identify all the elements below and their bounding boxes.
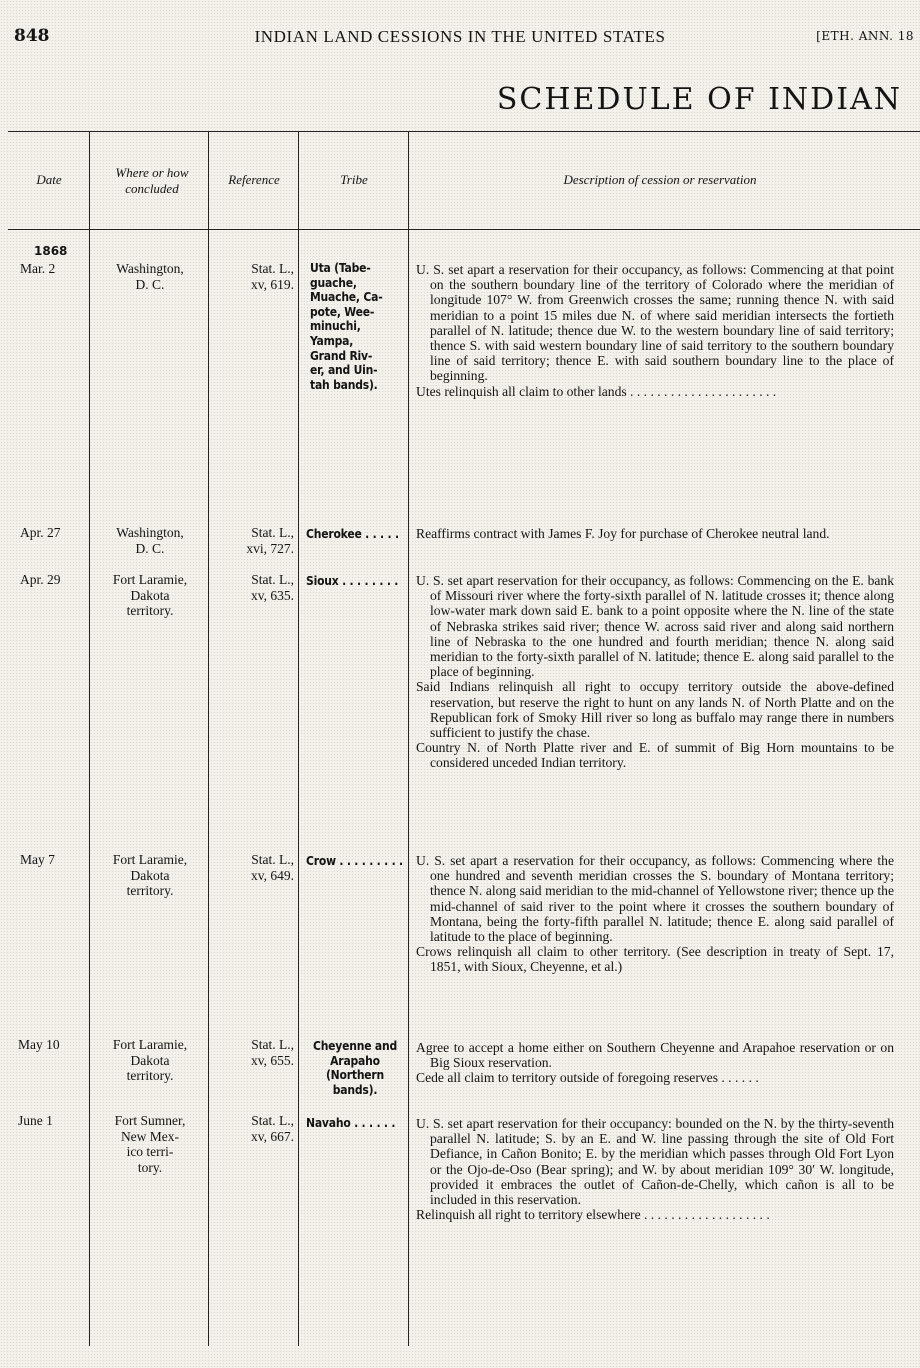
column-header-where: Where or how concluded (115, 165, 189, 196)
entry-reference: Stat. L., xv, 649. (251, 852, 294, 883)
entry-tribe: Sioux . . . . . . . . (306, 574, 399, 588)
column-header-tribe: Tribe (340, 172, 368, 187)
description-paragraph: Reaffirms contract with James F. Joy for purchase of Cherokee neutral land. (416, 526, 830, 541)
entry-tribe: Cheyenne and Arapaho (Northern bands). (312, 1039, 398, 1097)
entry-date: Apr. 27 (20, 525, 61, 540)
table-top-rule (8, 131, 920, 132)
entry-reference: Stat. L., xvi, 727. (246, 525, 294, 556)
entry-description (416, 526, 894, 541)
description-paragraph: Crows relinquish all claim to other territory. (See description in treaty of Sept. 17, 1851, with Sioux, Cheyenne, et al.) (416, 944, 894, 975)
entry-date: June 1 (18, 1113, 53, 1128)
column-header-reference: Reference (228, 172, 280, 187)
entry-tribe: Navaho . . . . . . (306, 1116, 396, 1130)
entry-year: 1868 (34, 244, 68, 258)
entry-date: May 10 (18, 1037, 60, 1052)
description-paragraph: U. S. set apart reservation for their occupancy, as follows: Commencing on the E. bank of Missouri river where the forty-sixth parallel of N. latitude crosses it; thence along low-water mark down said E. bank to a point opposite where the N. line of the state of Nebraska strikes said river; thence W. across said river and along said northern line of Nebraska to the one hundred and fourth meridian; thence N. along said meridian to the forty-sixth parallel of N. latitude; thence E. along said parallel to the place of beginning. (416, 573, 894, 680)
running-header (0, 24, 920, 52)
entry-where: Fort Sumner, New Mex- ico terri- tory. (114, 1113, 186, 1175)
entry-where: Fort Laramie, Dakota territory. (112, 572, 188, 618)
entry-reference: Stat. L., xv, 667. (251, 1113, 294, 1144)
column-rule-2 (208, 131, 209, 1346)
entry-description (416, 1040, 894, 1086)
description-paragraph: Said Indians relinquish all right to occupy territory outside the above-defined reservation, but reserve the right to hunt on any lands N. of North Platte and on the Republican fork of Smoky Hill river so long as buffalo may range there in numbers sufficient to justify the chase. (416, 679, 894, 741)
annual-report-label: [ETH. ANN. 18 (816, 29, 914, 43)
entry-date: Apr. 29 (20, 572, 61, 587)
entry-tribe: Crow . . . . . . . . . (306, 854, 403, 868)
description-paragraph: Utes relinquish all claim to other lands . . . . . . . . . . . . . . . . . . . . . . (416, 383, 777, 399)
entry-where: Washington, D. C. (116, 261, 184, 292)
entry-tribe: Cherokee . . . . . (306, 527, 399, 541)
entry-reference: Stat. L., xv, 635. (251, 572, 294, 603)
entry-where: Fort Laramie, Dakota territory. (112, 1037, 188, 1083)
running-title: INDIAN LAND CESSIONS IN THE UNITED STATES (254, 27, 666, 46)
description-paragraph: Agree to accept a home either on Southern Cheyenne and Arapahoe reservation or on Big Sioux reservation. (416, 1040, 894, 1071)
entry-where: Fort Laramie, Dakota territory. (112, 852, 188, 898)
schedule-title: SCHEDULE OF INDIAN (496, 82, 902, 117)
entry-reference: Stat. L., xv, 655. (251, 1037, 294, 1068)
entry-description (416, 262, 894, 399)
page-number: 848 (14, 26, 50, 46)
description-paragraph: Relinquish all right to territory elsewhere . . . . . . . . . . . . . . . . . . . (416, 1207, 770, 1223)
entry-where: Washington, D. C. (116, 525, 184, 556)
column-rule-3 (298, 131, 299, 1346)
entry-date: Mar. 2 (20, 261, 56, 276)
description-paragraph: U. S. set apart a reservation for their occupancy, as follows: Commencing where the one hundred and seventh meridian crosses the S. boundary of Montana territory; thence N. along said meridian to the mid-channel of Yellowstone river; thence up the mid-channel of said river to the point where it crosses the southern boundary of Montana, being the forty-fifth parallel N. latitude; thence E. along said parallel of latitude to the place of beginning. (416, 853, 894, 945)
entry-description (416, 853, 894, 975)
column-rule-4 (408, 131, 409, 1346)
description-paragraph: Country N. of North Platte river and E. of summit of Big Horn mountains to be considered unceded Indian territory. (416, 740, 894, 771)
entry-description (416, 573, 894, 771)
description-paragraph: U. S. set apart a reservation for their occupancy, as follows: Commencing at that point on the southern boundary line of the territory of Colorado where the meridian of longitude 107° W. from Greenwich crosses the same; running thence N. with said meridian to a point 15 miles due N. of where said meridian intersects the fortieth parallel of N. latitude; thence due W. to the western boundary line of said territory; thence S. with said western boundary line of said territory to the southern boundary line of said territory; thence E. with said southern boundary line to the place of beginning. (416, 262, 894, 384)
column-rule-1 (89, 131, 90, 1346)
description-paragraph: U. S. set apart reservation for their occupancy: bounded on the N. by the thirty-seventh parallel N. latitude; S. by an E. and W. line passing through the site of Old Fort Defiance, in Cañon Bonito; E. by the meridian which passes through Old Fort Lyon or the Ojo-de-Oso (Bear spring); and W. by about meridian 109° 30′ W. longitude, provided it embraces the outlet of Cañon-de-Chelly, which cañon is all to be included in this reservation. (416, 1116, 894, 1208)
header-bottom-rule (8, 229, 920, 230)
column-header-date: Date (36, 172, 62, 187)
entry-reference: Stat. L., xv, 619. (251, 261, 294, 292)
entry-description (416, 1116, 894, 1222)
entry-tribe: Uta (Tabe- guache, Muache, Ca- pote, Wee- minuchi, Yampa, Grand Riv- er, and Uin- tah bands). (310, 261, 383, 392)
column-header-description: Description of cession or reservation (563, 172, 757, 187)
description-paragraph: Cede all claim to territory outside of foregoing reserves . . . . . . (416, 1070, 759, 1086)
entry-date: May 7 (20, 852, 55, 867)
